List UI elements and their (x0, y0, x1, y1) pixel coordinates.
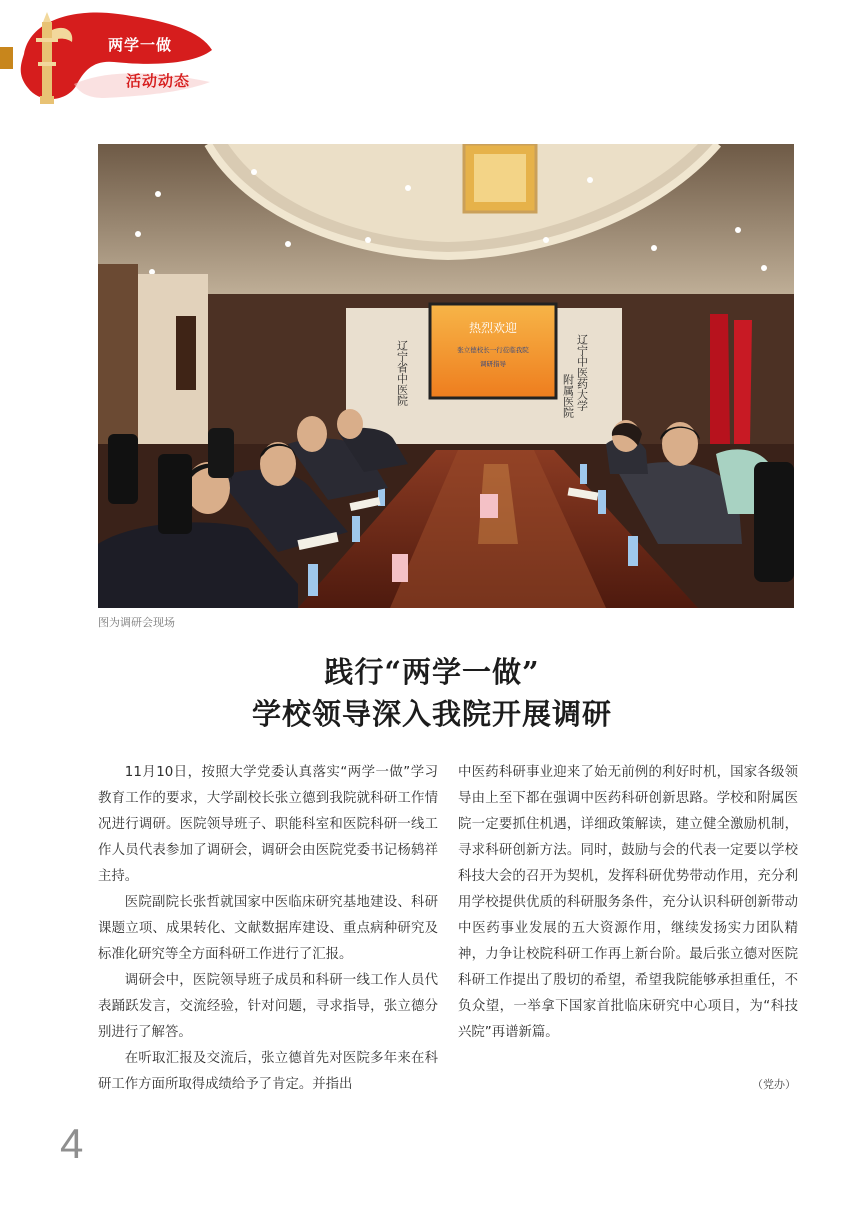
photo-caption: 图为调研会现场 (98, 616, 175, 629)
hospital-sign-left: 辽宁省中医院 (395, 340, 409, 406)
screen-subline: 张立德校长一行莅临我院 (457, 346, 529, 354)
hospital-sign-right-a: 辽宁中医药大学 (575, 334, 589, 411)
article-title-line-1: 践行“两学一做” (324, 655, 540, 689)
meeting-photo (98, 144, 794, 608)
paragraph: 在听取汇报及交流后，张立德首先对医院多年来在科研工作方面所取得成绩给予了肯定。并指出 (98, 1051, 438, 1092)
section-badge (14, 8, 214, 110)
hospital-sign-right-b: 附属医院 (561, 374, 575, 418)
page-edge-marker (0, 47, 13, 69)
page-number: 4 (60, 1120, 84, 1167)
paragraph: 11月10日，按照大学党委认真落实“两学一做”学习教育工作的要求，大学副校长张立德到我院就科研工作情况进行调研。医院领导班子、职能科室和医院科研一线工作人员代表参加了调研会，调研会由医院党委书记杨鸫祥主持。 (98, 765, 438, 884)
screen-subline-2: 调研指导 (480, 360, 506, 368)
badge-title: 两学一做 (108, 36, 173, 54)
screen-headline: 热烈欢迎 (468, 321, 518, 335)
badge-graphic (14, 8, 214, 110)
paragraph: 医院副院长张哲就国家中医临床研究基地建设、科研课题立项、成果转化、文献数据库建设、重点病种研究及标准化研究等全方面科研工作进行了汇报。 (98, 895, 438, 962)
badge-subtitle: 活动动态 (126, 72, 191, 90)
article-signature: （党办） (752, 1078, 796, 1091)
paragraph: 调研会中，医院领导班子成员和科研一线工作人员代表踊跃发言，交流经验，针对问题，寻求指导，张立德分别进行了解答。 (98, 973, 438, 1040)
article-title-line-2: 学校领导深入我院开展调研 (251, 697, 612, 731)
article-column-left (98, 760, 438, 1098)
paragraph: 中医药科研事业迎来了始无前例的利好时机，国家各级领导由上至下都在强调中医药科研创新思路。学校和附属医院一定要抓住机遇，详细政策解读，建立健全激励机制，寻求科研创新方法。同时，鼓励与会的代表一定要以学校科技大会的召开为契机，发挥科研优势带动作用，充分利用学校提供优质的科研服务条件，充分认识科研创新带动中医药事业发展的五大资源作用，继续发扬实力团队精神，力争让校院科研工作再上新台阶。最后张立德对医院科研工作提出了殷切的希望，希望我院能够承担重任，不负众望，一举拿下国家首批临床研究中心项目，为“科技兴院”再谱新篇。 (458, 765, 798, 1040)
article-column-right (458, 760, 798, 1046)
